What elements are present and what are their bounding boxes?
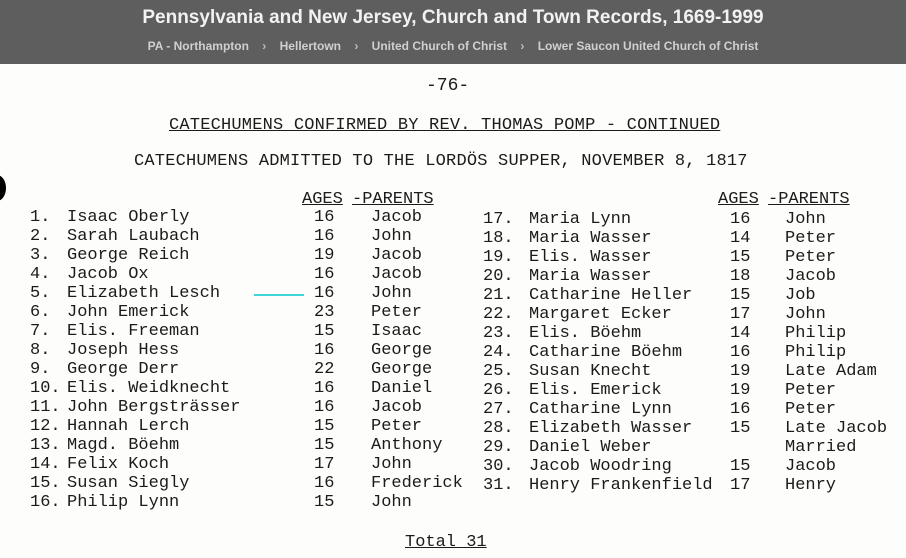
entry-parent: John <box>371 227 412 246</box>
ages-column-header: AGES <box>718 190 759 209</box>
entry-age: 19 <box>314 246 335 265</box>
entry-name: Magd. Böehm <box>67 436 180 455</box>
entry-age: 16 <box>314 474 335 493</box>
entry-age: 15 <box>730 419 751 438</box>
entry-age: 16 <box>730 400 751 419</box>
chevron-right-icon: › <box>262 39 267 53</box>
ages-column-header: AGES <box>302 190 343 209</box>
entry-num: 18. <box>483 229 514 248</box>
page-number: -76- <box>426 76 470 96</box>
entry-name: John Bergsträsser <box>67 398 241 417</box>
entry-num: 17. <box>483 210 514 229</box>
entry-num: 4. <box>30 265 51 284</box>
entry-parent: Late Jacob <box>785 419 888 438</box>
entry-name: Isaac Oberly <box>67 208 190 227</box>
entry-parent: Jacob <box>371 398 423 417</box>
breadcrumb-church[interactable]: Lower Saucon United Church of Christ <box>537 39 759 53</box>
entry-num: 19. <box>483 248 514 267</box>
entry-num: 6. <box>30 303 51 322</box>
entry-name: Philip Lynn <box>67 493 180 512</box>
entry-name: George Reich <box>67 246 190 265</box>
entry-name: Elizabeth Wasser <box>529 419 693 438</box>
entry-num: 22. <box>483 305 514 324</box>
entry-name: Joseph Hess <box>67 341 180 360</box>
breadcrumb-denomination[interactable]: United Church of Christ <box>371 39 507 53</box>
entry-num: 31. <box>483 476 514 495</box>
entry-name: Elizabeth Lesch <box>67 284 221 303</box>
entry-age: 15 <box>730 286 751 305</box>
breadcrumb <box>0 39 906 53</box>
nav-handle-icon[interactable] <box>0 175 6 201</box>
entry-num: 14. <box>30 455 61 474</box>
breadcrumb-county[interactable]: PA - Northampton <box>147 39 249 53</box>
entry-parent: John <box>785 305 826 324</box>
entry-parent: Late Adam <box>785 362 877 381</box>
entry-age: 16 <box>314 208 335 227</box>
total-count: Total 31 <box>405 533 487 552</box>
entry-name: Elis. Böehm <box>529 324 642 343</box>
entry-name: Maria Wasser <box>529 229 652 248</box>
entry-name: Susan Siegly <box>67 474 190 493</box>
entry-parent: Peter <box>785 381 837 400</box>
entry-num: 26. <box>483 381 514 400</box>
entry-parent: Jacob <box>785 267 837 286</box>
record-image <box>0 64 906 558</box>
entry-age: 15 <box>730 248 751 267</box>
collection-header <box>0 0 906 64</box>
entry-parent: Isaac <box>371 322 423 341</box>
entry-age: 15 <box>314 322 335 341</box>
entry-parent: John <box>785 210 826 229</box>
record-heading: CATECHUMENS CONFIRMED BY REV. THOMAS POMP - CONTINUED <box>169 116 721 135</box>
entry-name: Maria Lynn <box>529 210 632 229</box>
entry-num: 9. <box>30 360 51 379</box>
entry-name: John Emerick <box>67 303 190 322</box>
entry-num: 24. <box>483 343 514 362</box>
entry-parent: Philip <box>785 324 847 343</box>
entry-age: 16 <box>314 379 335 398</box>
entry-age: 16 <box>314 284 335 303</box>
entry-age: 19 <box>730 362 751 381</box>
record-subheading: CATECHUMENS ADMITTED TO THE LORDÖS SUPPER, NOVEMBER 8, 1817 <box>134 152 748 171</box>
entry-name: Catharine Böehm <box>529 343 683 362</box>
entry-name: Jacob Ox <box>67 265 149 284</box>
entry-parent: Jacob <box>371 265 423 284</box>
entry-name: Elis. Freeman <box>67 322 200 341</box>
entry-age: 18 <box>730 267 751 286</box>
entry-num: 11. <box>30 398 61 417</box>
entry-num: 16. <box>30 493 61 512</box>
entry-num: 15. <box>30 474 61 493</box>
entry-name: Henry Frankenfield <box>529 476 713 495</box>
entry-parent: Jacob <box>371 246 423 265</box>
entry-parent: Peter <box>371 303 423 322</box>
entry-name: Catharine Heller <box>529 286 693 305</box>
entry-parent: Peter <box>371 417 423 436</box>
entry-num: 3. <box>30 246 51 265</box>
entry-parent: George <box>371 341 433 360</box>
entry-num: 12. <box>30 417 61 436</box>
parents-column-header: -PARENTS <box>768 190 850 209</box>
entry-parent: Henry <box>785 476 837 495</box>
entry-age: 16 <box>314 265 335 284</box>
entry-name: Elis. Emerick <box>529 381 662 400</box>
entry-parent: John <box>371 493 412 512</box>
entry-age: 14 <box>730 324 751 343</box>
entry-num: 21. <box>483 286 514 305</box>
breadcrumb-town[interactable]: Hellertown <box>279 39 341 53</box>
entry-num: 23. <box>483 324 514 343</box>
entry-num: 30. <box>483 457 514 476</box>
entry-num: 7. <box>30 322 51 341</box>
entry-num: 2. <box>30 227 51 246</box>
entry-num: 29. <box>483 438 514 457</box>
entry-parent: George <box>371 360 433 379</box>
entry-age: 17 <box>730 476 751 495</box>
entry-age: 23 <box>314 303 335 322</box>
parents-column-header: -PARENTS <box>352 190 434 209</box>
entry-age: 16 <box>314 341 335 360</box>
entry-age: 22 <box>314 360 335 379</box>
entry-parent: Daniel <box>371 379 433 398</box>
entry-age: 17 <box>730 305 751 324</box>
entry-parent: Job <box>785 286 816 305</box>
entry-age: 15 <box>730 457 751 476</box>
entry-name: Catharine Lynn <box>529 400 672 419</box>
entry-name: Hannah Lerch <box>67 417 190 436</box>
entry-num: 8. <box>30 341 51 360</box>
entry-num: 1. <box>30 208 51 227</box>
entry-age: 16 <box>730 210 751 229</box>
entry-age: 15 <box>314 493 335 512</box>
entry-num: 25. <box>483 362 514 381</box>
entry-age: 17 <box>314 455 335 474</box>
entry-parent: Jacob <box>371 208 423 227</box>
entry-name: Elis. Wasser <box>529 248 652 267</box>
entry-age: 14 <box>730 229 751 248</box>
entry-name: Jacob Woodring <box>529 457 672 476</box>
entry-name: Daniel Weber <box>529 438 652 457</box>
entry-name: Felix Koch <box>67 455 170 474</box>
entry-parent: Peter <box>785 400 837 419</box>
entry-parent: Frederick <box>371 474 463 493</box>
entry-parent: Married <box>785 438 857 457</box>
entry-name: George Derr <box>67 360 180 379</box>
entry-parent: Peter <box>785 248 837 267</box>
entry-name: Maria Wasser <box>529 267 652 286</box>
entry-name: Elis. Weidknecht <box>67 379 231 398</box>
entry-num: 20. <box>483 267 514 286</box>
entry-age: 19 <box>730 381 751 400</box>
entry-parent: Philip <box>785 343 847 362</box>
entry-parent: Anthony <box>371 436 443 455</box>
entry-num: 5. <box>30 284 51 303</box>
chevron-right-icon: › <box>354 39 359 53</box>
entry-name: Sarah Laubach <box>67 227 200 246</box>
entry-age: 15 <box>314 436 335 455</box>
highlight-mark <box>254 294 304 296</box>
entry-age: 16 <box>314 227 335 246</box>
entry-name: Margaret Ecker <box>529 305 672 324</box>
entry-age: 15 <box>314 417 335 436</box>
entry-num: 27. <box>483 400 514 419</box>
entry-num: 10. <box>30 379 61 398</box>
collection-title[interactable]: Pennsylvania and New Jersey, Church and Town Records, 1669-1999 <box>142 7 764 28</box>
entry-parent: John <box>371 284 412 303</box>
entry-parent: Peter <box>785 229 837 248</box>
entry-num: 13. <box>30 436 61 455</box>
chevron-right-icon: › <box>520 39 525 53</box>
entry-parent: John <box>371 455 412 474</box>
entry-age: 16 <box>314 398 335 417</box>
entry-name: Susan Knecht <box>529 362 652 381</box>
entry-parent: Jacob <box>785 457 837 476</box>
entry-num: 28. <box>483 419 514 438</box>
entry-age: 16 <box>730 343 751 362</box>
